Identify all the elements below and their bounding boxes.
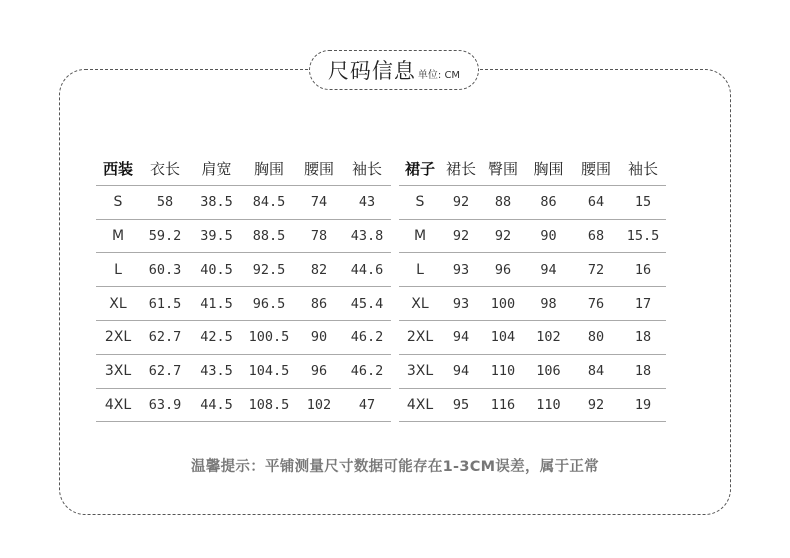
skirt-column-header: 胸围 — [525, 152, 572, 185]
suit-measurement-cell: 46.2 — [343, 354, 391, 388]
suit-measurement-cell: 38.5 — [190, 185, 243, 219]
suit-size-table — [96, 152, 391, 422]
suit-row — [96, 287, 391, 321]
unit-label: 单位: CM — [417, 69, 461, 81]
skirt-category-header: 裙子 — [399, 152, 441, 185]
suit-size-label: 2XL — [96, 320, 140, 354]
suit-row — [96, 388, 391, 422]
suit-measurement-cell: 78 — [295, 219, 343, 253]
suit-measurement-cell: 43.5 — [190, 354, 243, 388]
suit-measurement-cell: 42.5 — [190, 320, 243, 354]
skirt-measurement-cell: 94 — [441, 320, 481, 354]
suit-measurement-cell: 102 — [295, 388, 343, 422]
skirt-measurement-cell: 18 — [620, 320, 666, 354]
suit-row — [96, 354, 391, 388]
suit-measurement-cell: 86 — [295, 287, 343, 321]
skirt-measurement-cell: 72 — [572, 253, 620, 287]
skirt-row — [399, 185, 666, 219]
suit-row — [96, 219, 391, 253]
skirt-measurement-cell: 104 — [481, 320, 525, 354]
suit-measurement-cell: 108.5 — [243, 388, 295, 422]
suit-measurement-cell: 104.5 — [243, 354, 295, 388]
skirt-row — [399, 388, 666, 422]
skirt-measurement-cell: 84 — [572, 354, 620, 388]
skirt-size-table — [399, 152, 666, 422]
skirt-measurement-cell: 88 — [481, 185, 525, 219]
skirt-size-label: S — [399, 185, 441, 219]
suit-size-label: 3XL — [96, 354, 140, 388]
suit-column-header: 袖长 — [343, 152, 391, 185]
suit-measurement-cell: 62.7 — [140, 354, 190, 388]
suit-measurement-cell: 60.3 — [140, 253, 190, 287]
skirt-measurement-cell: 16 — [620, 253, 666, 287]
suit-size-label: S — [96, 185, 140, 219]
suit-size-label: M — [96, 219, 140, 253]
skirt-measurement-cell: 102 — [525, 320, 572, 354]
skirt-measurement-cell: 15 — [620, 185, 666, 219]
suit-measurement-cell: 43.8 — [343, 219, 391, 253]
skirt-measurement-cell: 116 — [481, 388, 525, 422]
suit-row — [96, 253, 391, 287]
skirt-row — [399, 219, 666, 253]
skirt-measurement-cell: 110 — [481, 354, 525, 388]
suit-size-label: 4XL — [96, 388, 140, 422]
suit-size-label: XL — [96, 287, 140, 321]
skirt-measurement-cell: 68 — [572, 219, 620, 253]
skirt-measurement-cell: 106 — [525, 354, 572, 388]
skirt-measurement-cell: 64 — [572, 185, 620, 219]
skirt-measurement-cell: 80 — [572, 320, 620, 354]
skirt-measurement-cell: 76 — [572, 287, 620, 321]
suit-measurement-cell: 44.5 — [190, 388, 243, 422]
suit-column-header: 胸围 — [243, 152, 295, 185]
suit-measurement-cell: 47 — [343, 388, 391, 422]
skirt-measurement-cell: 94 — [441, 354, 481, 388]
skirt-size-label: M — [399, 219, 441, 253]
skirt-measurement-cell: 19 — [620, 388, 666, 422]
skirt-size-label: 2XL — [399, 320, 441, 354]
suit-measurement-cell: 39.5 — [190, 219, 243, 253]
skirt-column-header: 袖长 — [620, 152, 666, 185]
skirt-header-row — [399, 152, 666, 185]
suit-measurement-cell: 46.2 — [343, 320, 391, 354]
skirt-measurement-cell: 93 — [441, 253, 481, 287]
suit-measurement-cell: 41.5 — [190, 287, 243, 321]
skirt-column-header: 裙长 — [441, 152, 481, 185]
skirt-measurement-cell: 92 — [441, 185, 481, 219]
skirt-measurement-cell: 86 — [525, 185, 572, 219]
skirt-measurement-cell: 94 — [525, 253, 572, 287]
suit-measurement-cell: 96 — [295, 354, 343, 388]
suit-measurement-cell: 92.5 — [243, 253, 295, 287]
skirt-size-label: 3XL — [399, 354, 441, 388]
skirt-measurement-cell: 98 — [525, 287, 572, 321]
suit-size-label: L — [96, 253, 140, 287]
skirt-column-header: 腰围 — [572, 152, 620, 185]
skirt-size-label: 4XL — [399, 388, 441, 422]
suit-category-header: 西装 — [96, 152, 140, 185]
skirt-row — [399, 253, 666, 287]
suit-measurement-cell: 45.4 — [343, 287, 391, 321]
suit-header-row — [96, 152, 391, 185]
page-title: 尺码信息 — [327, 59, 416, 83]
suit-measurement-cell: 88.5 — [243, 219, 295, 253]
suit-measurement-cell: 74 — [295, 185, 343, 219]
skirt-row — [399, 287, 666, 321]
suit-column-header: 肩宽 — [190, 152, 243, 185]
suit-row — [96, 320, 391, 354]
skirt-measurement-cell: 96 — [481, 253, 525, 287]
suit-measurement-cell: 44.6 — [343, 253, 391, 287]
suit-measurement-cell: 61.5 — [140, 287, 190, 321]
skirt-measurement-cell: 92 — [441, 219, 481, 253]
suit-row — [96, 185, 391, 219]
skirt-size-label: XL — [399, 287, 441, 321]
skirt-measurement-cell: 110 — [525, 388, 572, 422]
skirt-measurement-cell: 15.5 — [620, 219, 666, 253]
suit-measurement-cell: 40.5 — [190, 253, 243, 287]
skirt-column-header: 臀围 — [481, 152, 525, 185]
skirt-measurement-cell: 92 — [481, 219, 525, 253]
suit-measurement-cell: 100.5 — [243, 320, 295, 354]
suit-measurement-cell: 59.2 — [140, 219, 190, 253]
suit-measurement-cell: 58 — [140, 185, 190, 219]
skirt-measurement-cell: 100 — [481, 287, 525, 321]
skirt-row — [399, 354, 666, 388]
suit-measurement-cell: 96.5 — [243, 287, 295, 321]
skirt-size-label: L — [399, 253, 441, 287]
skirt-row — [399, 320, 666, 354]
measurement-tip: 温馨提示：平铺测量尺寸数据可能存在1-3CM误差，属于正常 — [191, 459, 599, 475]
suit-measurement-cell: 63.9 — [140, 388, 190, 422]
skirt-measurement-cell: 92 — [572, 388, 620, 422]
skirt-measurement-cell: 17 — [620, 287, 666, 321]
suit-measurement-cell: 43 — [343, 185, 391, 219]
skirt-measurement-cell: 93 — [441, 287, 481, 321]
suit-measurement-cell: 90 — [295, 320, 343, 354]
suit-measurement-cell: 84.5 — [243, 185, 295, 219]
suit-measurement-cell: 62.7 — [140, 320, 190, 354]
suit-measurement-cell: 82 — [295, 253, 343, 287]
suit-column-header: 腰围 — [295, 152, 343, 185]
title-pill — [309, 50, 479, 90]
skirt-measurement-cell: 95 — [441, 388, 481, 422]
skirt-measurement-cell: 18 — [620, 354, 666, 388]
suit-column-header: 衣长 — [140, 152, 190, 185]
skirt-measurement-cell: 90 — [525, 219, 572, 253]
